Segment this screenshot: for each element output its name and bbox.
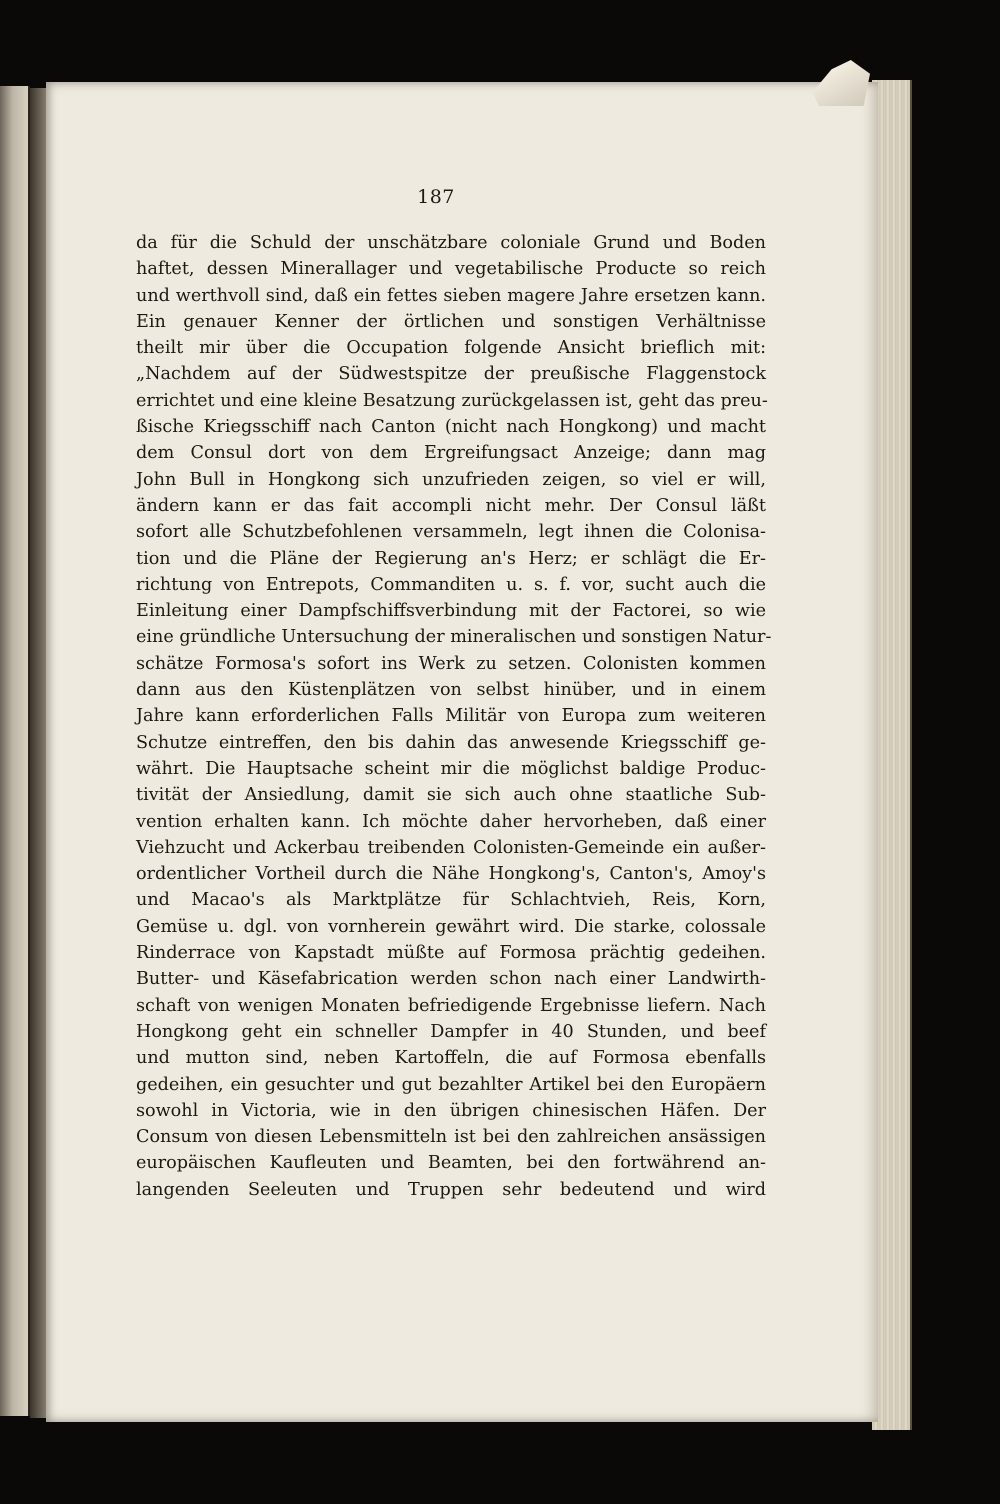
text-line: Schutze eintreffen, den bis dahin das anwesende Kriegsschiff ge- — [136, 732, 766, 753]
text-line: währt. Die Hauptsache scheint mir die möglichst baldige Produc- — [136, 758, 766, 779]
text-line: Consum von diesen Lebensmitteln ist bei den zahlreichen ansässigen — [136, 1127, 766, 1148]
text-line: Butter- und Käsefabrication werden schon nach einer Landwirth- — [136, 969, 766, 990]
text-line: und mutton sind, neben Kartoffeln, die auf Formosa ebenfalls — [136, 1048, 766, 1069]
text-line: und werthvoll sind, daß ein fettes sieben magere Jahre ersetzen kann. — [136, 285, 766, 306]
text-line: gedeihen, ein gesuchter und gut bezahlter Artikel bei den Europäern — [136, 1074, 766, 1095]
text-line: theilt mir über die Occupation folgende Ansicht brieflich mit: — [136, 338, 766, 359]
text-line: Ein genauer Kenner der örtlichen und sonstigen Verhältnisse — [136, 311, 766, 332]
text-line: haftet, dessen Minerallager und vegetabilische Producte so reich — [136, 259, 766, 280]
body-text — [136, 230, 772, 1203]
text-line: sofort alle Schutzbefohlenen versammeln, legt ihnen die Colonisa- — [136, 522, 766, 543]
text-line: ßische Kriegsschiff nach Canton (nicht nach Hongkong) und macht — [136, 417, 766, 438]
text-line: und Macao's als Marktplätze für Schlachtvieh, Reis, Korn, — [136, 890, 766, 911]
text-line: Einleitung einer Dampfschiffsverbindung mit der Factorei, so wie — [136, 601, 766, 622]
text-line: Jahre kann erforderlichen Falls Militär von Europa zum weiteren — [136, 706, 766, 727]
text-line: tion und die Pläne der Regierung an's Herz; er schlägt die Er- — [136, 548, 766, 569]
text-line: dann aus den Küstenplätzen von selbst hinüber, und in einem — [136, 680, 766, 701]
text-line: dem Consul dort von dem Ergreifungsact Anzeige; dann mag — [136, 443, 766, 464]
text-line: schätze Formosa's sofort ins Werk zu setzen. Colonisten kommen — [136, 653, 766, 674]
text-line: sowohl in Victoria, wie in den übrigen chinesischen Häfen. Der — [136, 1100, 766, 1121]
text-line: Gemüse u. dgl. von vornherein gewährt wird. Die starke, colossale — [136, 916, 766, 937]
text-line: ordentlicher Vortheil durch die Nähe Hongkong's, Canton's, Amoy's — [136, 864, 766, 885]
text-line: Hongkong geht ein schneller Dampfer in 40 Stunden, und beef — [136, 1021, 766, 1042]
text-line: langenden Seeleuten und Truppen sehr bedeutend und wird — [136, 1179, 766, 1200]
text-line: eine gründliche Untersuchung der mineralischen und sonstigen Natur- — [136, 627, 772, 648]
text-line: „Nachdem auf der Südwestspitze der preußische Flaggenstock — [136, 364, 766, 385]
text-line: vention erhalten kann. Ich möchte daher hervorheben, daß einer — [136, 811, 766, 832]
text-line: errichtet und eine kleine Besatzung zurückgelassen ist, geht das preu- — [136, 390, 768, 411]
text-line: John Bull in Hongkong sich unzufrieden zeigen, so viel er will, — [136, 469, 766, 490]
page-number: 187 — [417, 186, 455, 208]
text-line: tivität der Ansiedlung, damit sie sich auch ohne staatliche Sub- — [136, 785, 766, 806]
page-fore-edge — [872, 80, 912, 1430]
book-page — [46, 82, 878, 1422]
text-line: europäischen Kaufleuten und Beamten, bei den fortwährend an- — [136, 1153, 766, 1174]
text-line: da für die Schuld der unschätzbare coloniale Grund und Boden — [136, 233, 766, 253]
text-line: Rinderrace von Kapstadt müßte auf Formosa prächtig gedeihen. — [136, 943, 766, 964]
text-line: ändern kann er das fait accompli nicht mehr. Der Consul läßt — [136, 495, 766, 516]
left-page-edge — [0, 86, 30, 1416]
text-line: Viehzucht und Ackerbau treibenden Colonisten-Gemeinde ein außer- — [136, 837, 766, 858]
text-line: schaft von wenigen Monaten befriedigende Ergebnisse liefern. Nach — [136, 995, 766, 1016]
text-line: richtung von Entrepots, Commanditen u. s. f. vor, sucht auch die — [136, 574, 766, 595]
